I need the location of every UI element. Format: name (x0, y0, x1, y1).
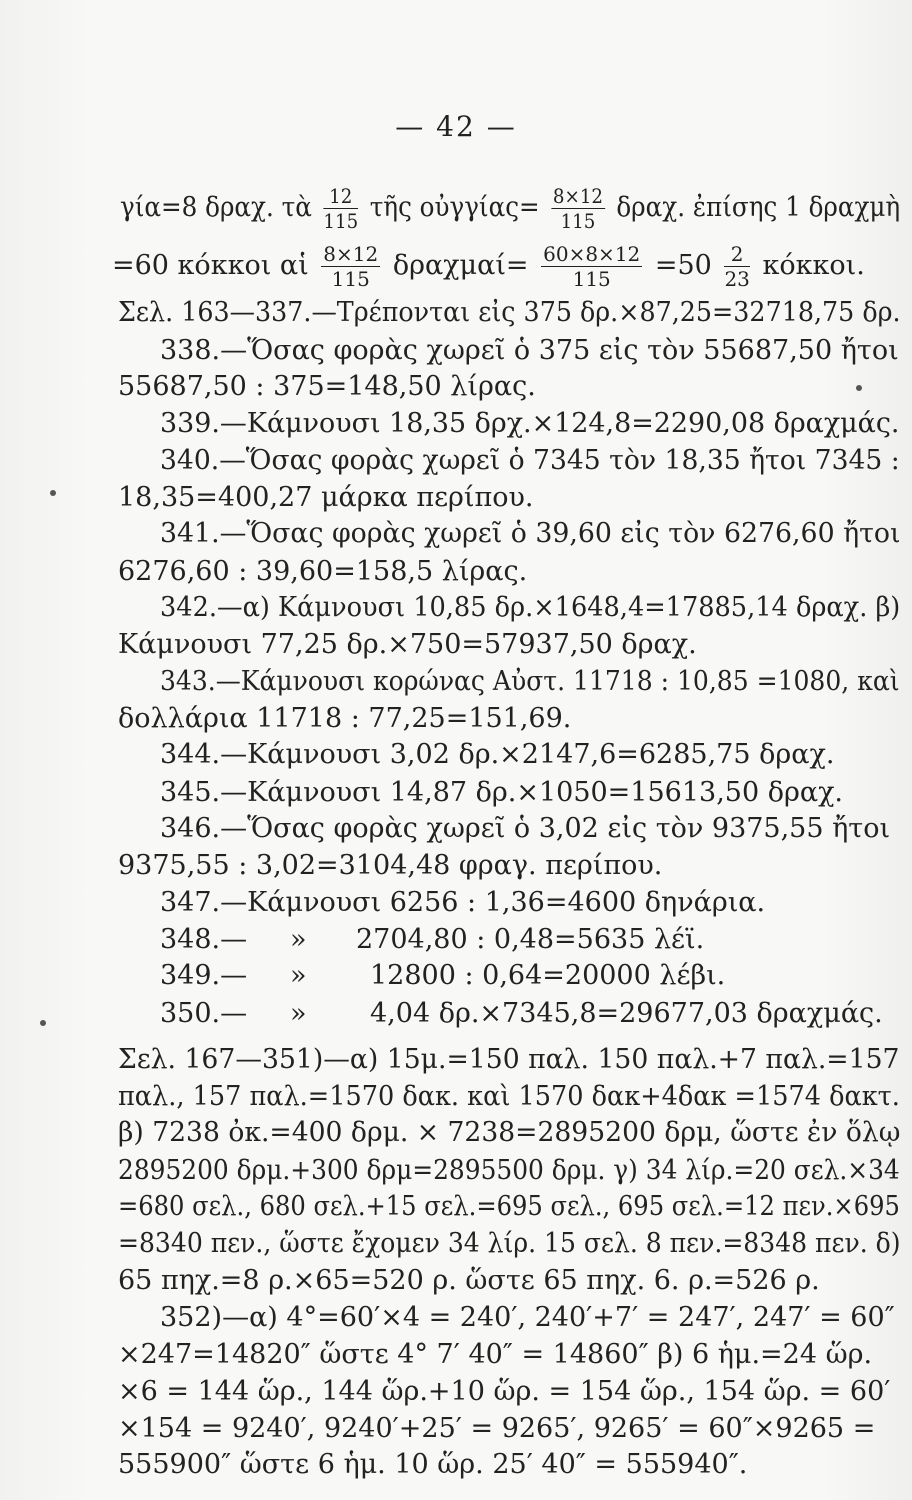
text-line: 2895200 δρμ.+300 δρμ=2895500 δρμ. γ) 34 λίρ.=20 σελ.×34 (118, 1154, 900, 1186)
text-line: ×154 = 9240′, 9240′+25′ = 9265′, 9265′ = 60″×9265 = (118, 1412, 876, 1444)
ditto-mark: » (290, 997, 307, 1029)
text-line: ×6 = 144 ὥρ., 144 ὥρ.+10 ὥρ. = 154 ὥρ., 154 ὥρ. = 60′ (118, 1375, 891, 1407)
text-line: 4,04 δρ.×7345,8=29677,03 δραχμάς. (370, 997, 883, 1029)
text-line: 349.— (160, 960, 248, 992)
text-line: 65 πηχ.=8 ρ.×65=520 ρ. ὥστε 65 πηχ. 6. ρ.=526 ρ. (118, 1265, 820, 1297)
ditto-mark: » (290, 923, 307, 955)
fraction-denominator: 23 (724, 267, 750, 291)
page-number: — 42 — (395, 110, 517, 143)
text-line: 348.— (160, 923, 248, 955)
intro-text: =60 κόκκοι αἱ (112, 250, 309, 281)
text-line: 344.—Κάμνουσι 3,02 δρ.×2147,6=6285,75 δραχ. (160, 739, 835, 771)
fraction-denominator: 115 (572, 267, 611, 291)
print-speck (856, 385, 862, 391)
text-line: δολλάρια 11718 : 77,25=151,69. (118, 702, 572, 734)
print-speck (50, 490, 56, 496)
text-line: 2704,80 : 0,48=5635 λέϊ. (356, 923, 705, 955)
fraction (551, 186, 605, 231)
text-line: =8340 πεν., ὥστε ἔχομεν 34 λίρ. 15 σελ. 8 πεν.=8348 πεν. δ) (118, 1228, 901, 1259)
text-line: 347.—Κάμνουσι 6256 : 1,36=4600 δηνάρια. (160, 887, 766, 918)
text-line: 340.—Ὅσας φορὰς χωρεῖ ὁ 7345 τὸν 18,35 ἤτοι 7345 : (160, 445, 900, 476)
text-line: 9375,55 : 3,02=3104,48 φραγ. περίπου. (118, 849, 663, 881)
fraction-numerator: 60×8×12 (543, 242, 641, 266)
text-line: 6276,60 : 39,60=158,5 λίρας. (118, 555, 528, 587)
fraction (323, 186, 358, 231)
text-line: 346.—Ὅσας φορὰς χωρεῖ ὁ 3,02 εἰς τὸν 9375,55 ἤτοι (160, 813, 891, 845)
fraction-denominator: 115 (560, 209, 596, 233)
intro-text: τῆς οὐγγίας= (369, 192, 540, 223)
fraction-denominator: 115 (331, 267, 370, 291)
intro-line-1 (120, 186, 900, 231)
text-line: παλ., 157 παλ.=1570 δακ. καὶ 1570 δακ+4δακ =1574 δακτ. (118, 1080, 900, 1112)
text-line: 341.—Ὅσας φορὰς χωρεῖ ὁ 39,60 εἰς τὸν 6276,60 ἤτοι (160, 518, 901, 549)
text-line: 55687,50 : 375=148,50 λίρας. (118, 371, 536, 402)
text-line: 339.—Κάμνουσι 18,35 δρχ.×124,8=2290,08 δραχμάς. (160, 407, 900, 439)
text-line: 343.—Κάμνουσι κορώνας Αὐστ. 11718 : 10,85 =1080, καὶ (160, 666, 900, 697)
intro-text: γία=8 δραχ. τὰ (120, 192, 312, 223)
intro-text: =50 (654, 250, 712, 281)
text-line: 12800 : 0,64=20000 λέβι. (370, 960, 726, 992)
text-line: =680 σελ., 680 σελ.+15 σελ.=695 σελ., 695 σελ.=12 πεν.×695 (118, 1191, 900, 1223)
text-line: 345.—Κάμνουσι 14,87 δρ.×1050=15613,50 δραχ. (160, 776, 844, 808)
text-line: 338.—Ὅσας φορὰς χωρεῖ ὁ 375 εἰς τὸν 55687,50 ἤτοι (160, 334, 899, 366)
intro-line-2 (112, 244, 865, 289)
fraction (321, 244, 380, 289)
fraction-numerator: 8×12 (552, 184, 604, 208)
text-line: Σελ. 167—351)—α) 15μ.=150 παλ. 150 παλ.+7 παλ.=157 (118, 1044, 900, 1076)
text-line: 350.— (160, 997, 248, 1029)
ditto-mark: » (290, 960, 307, 992)
print-speck (40, 1020, 46, 1026)
intro-text: κόκκοι. (762, 250, 865, 281)
fraction-denominator: 115 (323, 209, 359, 233)
text-line: 342.—α) Κάμνουσι 10,85 δρ.×1648,4=17885,14 δραχ. β) (160, 592, 901, 623)
fraction (724, 244, 749, 289)
text-line: Κάμνουσι 77,25 δρ.×750=57937,50 δραχ. (118, 628, 697, 660)
text-line: ×247=14820″ ὥστε 4° 7′ 40″ = 14860″ β) 6 ἡμ.=24 ὥρ. (118, 1338, 873, 1370)
fraction-numerator: 8×12 (323, 242, 379, 266)
fraction-numerator: 2 (724, 244, 749, 267)
text-line: Σελ. 163—337.—Τρέπονται εἰς 375 δρ.×87,25=32718,75 δρ. (118, 297, 901, 328)
intro-text: δραχ. ἐπίσης 1 δραχμὴ (616, 192, 901, 223)
intro-text: δραχμαί= (392, 250, 529, 281)
fraction (541, 244, 642, 289)
text-line: 352)—α) 4°=60′×4 = 240′, 240′+7′ = 247′, 247′ = 60″ (160, 1302, 895, 1333)
text-line: 18,35=400,27 μάρκα περίπου. (118, 481, 534, 513)
text-line: 555900″ ὥστε 6 ἡμ. 10 ὥρ. 25′ 40″ = 555940″. (118, 1449, 748, 1480)
text-line: β) 7238 ὀκ.=400 δρμ. × 7238=2895200 δρμ, ὥστε ἐν ὅλῳ (118, 1117, 901, 1149)
fraction-numerator: 12 (323, 186, 358, 209)
